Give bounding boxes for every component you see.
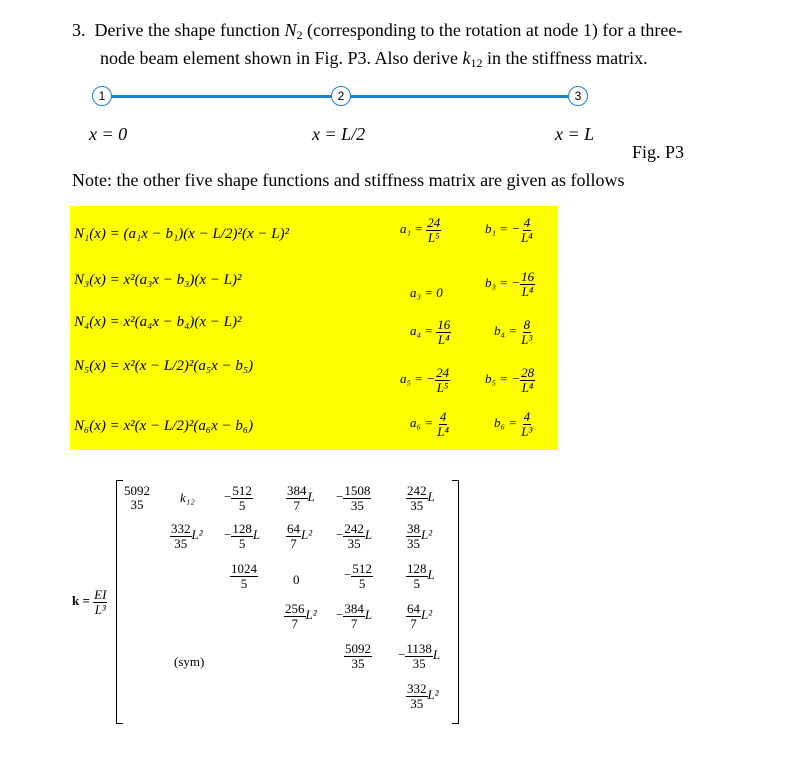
matrix-left-bracket [116,480,123,724]
m44: $\frac{256}{7}$ L² [285,601,317,631]
problem-line-1: 3. Derive the shape function $N_2$ (corresponding to the rotation at node 1) for a three- [72,20,683,42]
x-label-mid: x = L/2 [312,124,366,144]
m12-k12: k₁₂ [180,490,195,505]
m14: $\frac{384}{7}$ L [287,483,315,513]
m36: $\frac{128}{5}$ L [407,561,435,591]
m55: $\frac{5092}{35}$ [345,641,371,671]
m22: $\frac{332}{35}$ L² [171,521,203,551]
coef-b3: b₃ = − $\frac{16}{\text{L⁴}}$ [485,269,535,299]
m66: $\frac{332}{35}$ L² [407,681,439,711]
m16: $\frac{242}{35}$ L [407,483,435,513]
m34: 0 [293,572,300,587]
m13: − $\frac{512}{5}$ [224,483,252,513]
m35: − $\frac{512}{5}$ [344,561,372,591]
matrix-right-bracket [452,480,459,724]
m46: $\frac{64}{7}$ L² [407,601,433,631]
node-2: 2 [331,86,351,106]
problem-line-2: node beam element shown in Fig. P3. Also derive $k_{12}$ in the stiffness matrix. [100,48,648,70]
note-text: Note: the other five shape functions and stiffness matrix are given as follows [72,170,625,190]
coef-b5: b₅ = − $\frac{28}{\text{L⁴}}$ [485,365,535,395]
shape-fn-n1: N₁(x) = (a₁x − b₁)(x − L/2)²(x − L)² [74,226,290,242]
matrix-sym: (sym) [174,654,205,669]
m23: − $\frac{128}{5}$ L [224,521,261,551]
m11: 5092 35 [124,483,150,512]
node-3: 3 [568,86,588,106]
shape-fn-n3: N₃(x) = x²(a₃x − b₃)(x − L)² [74,272,242,288]
x-label-0: x = 0 [89,124,128,144]
shape-fn-n5: N₅(x) = x²(x − L/2)²(a₅x − b₅) [74,358,254,374]
coef-a5: a₅ = − $\frac{24}{\text{L⁵}}$ [400,365,450,395]
m15: − $\frac{1508}{35}$ [336,483,371,513]
coef-a4: a₄ = $\frac{16}{\text{L⁴}}$ [410,317,451,347]
coef-a3: a₃ = 0 [410,285,443,300]
figure-caption: Fig. P3 [632,142,685,162]
m25: − $\frac{242}{35}$ L [336,521,373,551]
m56: − $\frac{1138}{35}$ L [398,641,441,671]
coef-a1: a₁ = $\frac{24}{\text{L⁵}}$ [400,215,441,245]
shape-fn-n4: N₄(x) = x²(a₄x − b₄)(x − L)² [74,314,242,330]
node-1: 1 [92,86,112,106]
coef-a6: a₆ = $\frac{4}{\text{L⁴}}$ [410,409,450,439]
coef-b6: b₆ = $\frac{4}{\text{L³}}$ [494,409,533,439]
matrix-prefix: k = $\frac{EI}{\text{L³}}$ [72,587,107,617]
m45: − $\frac{384}{7}$ L [336,601,373,631]
coef-b1: b₁ = − $\frac{4}{\text{L⁴}}$ [485,215,533,245]
coef-b4: b₄ = $\frac{8}{\text{L³}}$ [494,317,533,347]
shape-fn-n6: N₆(x) = x²(x − L/2)²(a₆x − b₆) [74,418,254,434]
m24: $\frac{64}{7}$ L² [287,521,313,551]
m26: $\frac{38}{35}$ L² [407,521,433,551]
x-label-L: x = L [555,124,595,144]
m33: $\frac{1024}{5}$ [231,561,257,591]
